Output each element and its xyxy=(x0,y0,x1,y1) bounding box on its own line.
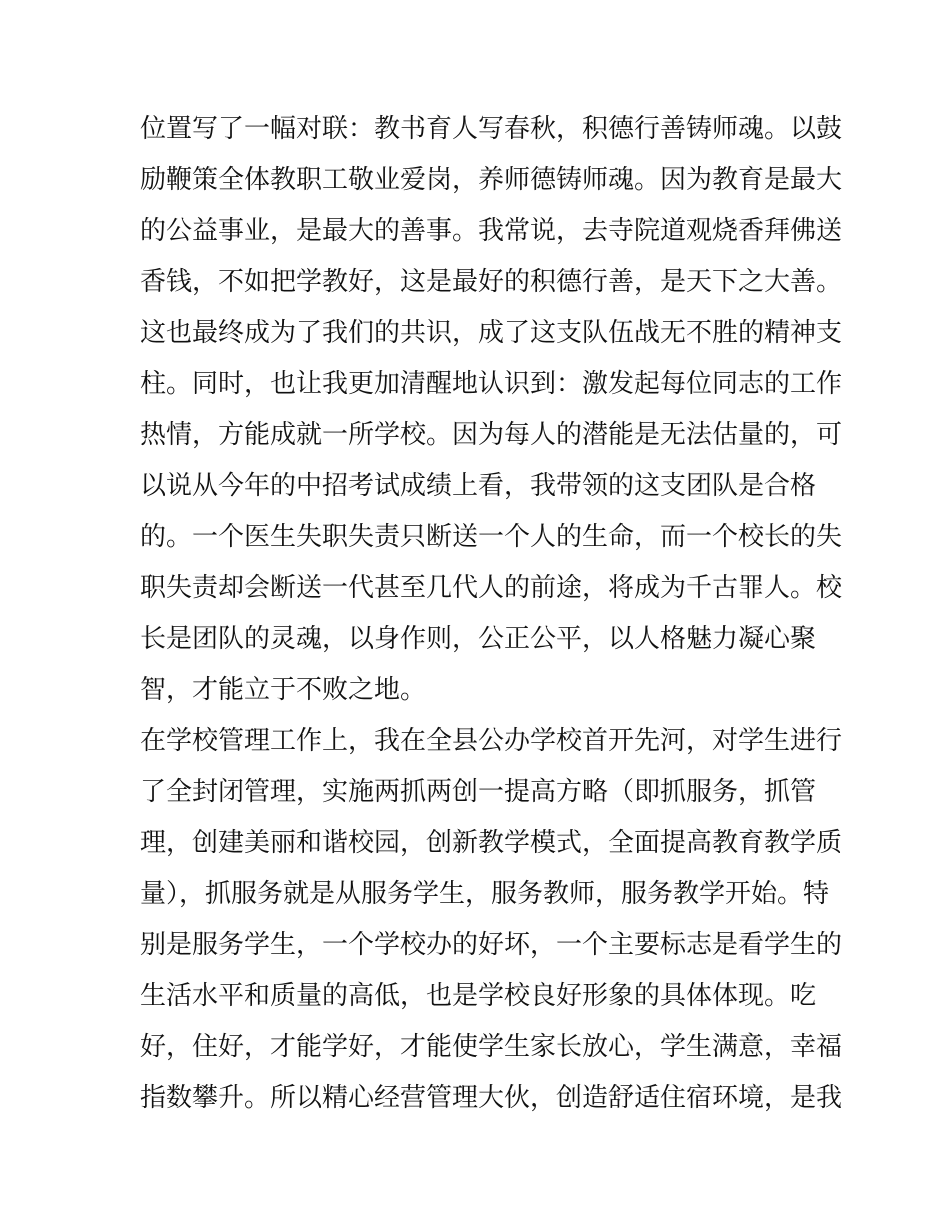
text-line: 职失责却会断送一代甚至几代人的前途，将成为千古罪人。校 xyxy=(140,573,843,603)
text-line: 励鞭策全体教职工敬业爱岗，养师德铸师魂。因为教育是最大 xyxy=(140,165,843,195)
text-line: 位置写了一幅对联：教书育人写春秋，积德行善铸师魂。以鼓 xyxy=(140,114,843,144)
text-line: 长是团队的灵魂，以身作则，公正公平，以人格魅力凝心聚 xyxy=(140,624,817,654)
text-line: 指数攀升。所以精心经营管理大伙，创造舒适住宿环境，是我 xyxy=(140,1083,843,1113)
text-line: 以说从今年的中招考试成绩上看，我带领的这支团队是合格 xyxy=(140,471,817,501)
text-line: 智，才能立于不败之地。 xyxy=(140,675,427,705)
text-line: 量），抓服务就是从服务学生，服务教师，服务教学开始。特 xyxy=(140,879,830,909)
text-line: 柱。同时，也让我更加清醒地认识到：激发起每位同志的工作 xyxy=(140,369,843,399)
text-line: 在学校管理工作上，我在全县公办学校首开先河，对学生进行 xyxy=(140,726,843,756)
text-line: 的公益事业，是最大的善事。我常说，去寺院道观烧香拜佛送 xyxy=(140,216,843,246)
text-line: 好，住好，才能学好，才能使学生家长放心，学生满意，幸福 xyxy=(140,1032,843,1062)
text-line: 热情，方能成就一所学校。因为每人的潜能是无法估量的，可 xyxy=(140,420,843,450)
text-line: 别是服务学生，一个学校办的好坏，一个主要标志是看学生的 xyxy=(140,930,843,960)
body-text xyxy=(140,104,843,1124)
text-line: 理，创建美丽和谐校园，创新教学模式，全面提高教育教学质 xyxy=(140,828,843,858)
text-line: 香钱，不如把学教好，这是最好的积德行善，是天下之大善。 xyxy=(140,267,843,297)
text-line: 这也最终成为了我们的共识，成了这支队伍战无不胜的精神支 xyxy=(140,318,843,348)
text-line: 了全封闭管理，实施两抓两创一提高方略（即抓服务，抓管 xyxy=(140,777,817,807)
text-line: 生活水平和质量的高低，也是学校良好形象的具体体现。吃 xyxy=(140,981,817,1011)
text-line: 的。一个医生失职失责只断送一个人的生命，而一个校长的失 xyxy=(140,522,843,552)
